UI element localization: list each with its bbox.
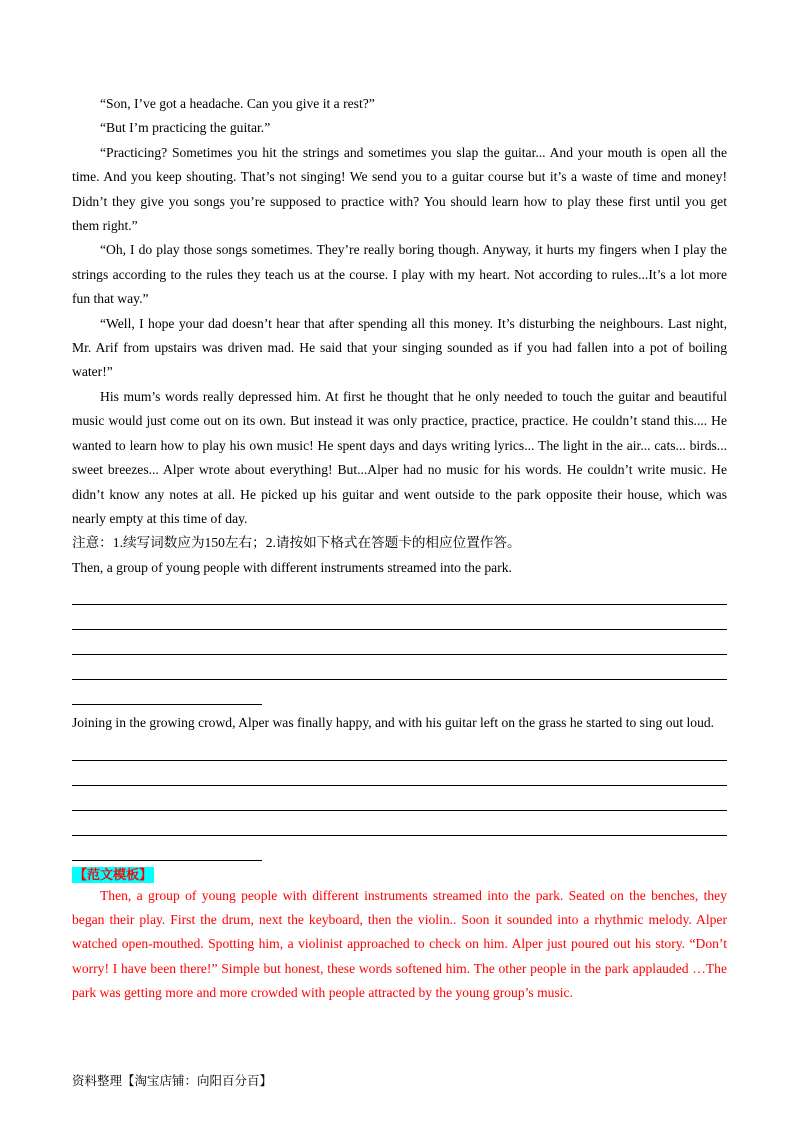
paragraph-1-prompt: Then, a group of young people with different instruments streamed into the park. — [72, 559, 512, 575]
model-label: 【范文模板】 — [74, 866, 153, 882]
answer-line[interactable] — [72, 786, 727, 811]
answer-line[interactable] — [72, 736, 727, 761]
story-paragraph-1: “Son, I’ve got a headache. Can you give it a rest?” — [100, 96, 375, 111]
instruction-note: 注意：1.续写词数应为150左右；2.请按如下格式在答题卡的相应位置作答。 — [72, 535, 521, 551]
story-paragraph-6: His mum’s words really depressed him. At first he thought that he only needed to touch the guitar and beautiful music would just come out on its own. But instead it was only practice, practice, practice. He couldn’t stand this.... He wanted to learn how to play his own music! He spent days and days writing lyrics... The light in the air... cats... birds... sweet breezes... Alper wrote about everything! But...Alper had no music for his words. He couldn’t write music. He didn’t know any notes at all. He picked up his guitar and went outside to the park opposite their house, which was nearly empty at this time of day. — [72, 388, 727, 526]
story-paragraph-3: “Practicing? Sometimes you hit the strings and sometimes you slap the guitar... And your mouth is open all the time. And you keep shouting. That’s not singing! We send you to a guitar course but it’s a waste of time and money! Didn’t they give you songs you’re supposed to practice with? You should learn how to play these first until you get them right.” — [72, 144, 727, 234]
answer-line[interactable] — [72, 630, 727, 655]
answer-line[interactable] — [72, 761, 727, 786]
answer-line[interactable] — [72, 580, 727, 605]
answer-line-short[interactable] — [72, 680, 262, 705]
story-paragraph-5: “Well, I hope your dad doesn’t hear that after spending all this money. It’s disturbing the neighbours. Last night, Mr. Arif from upstairs was driven mad. He said that your singing sounded as if you had fallen into a pot of boiling water!” — [72, 315, 727, 380]
model-label-wrap — [72, 861, 727, 884]
answer-line-short[interactable] — [72, 836, 262, 861]
answer-line[interactable] — [72, 811, 727, 836]
story-paragraph-2: “But I’m practicing the guitar.” — [100, 120, 271, 136]
answer-line[interactable] — [72, 605, 727, 630]
model-text: Then, a group of young people with different instruments streamed into the park. Seated on the benches, they began their play. First the drum, next the keyboard, then the violin.. Soon it sounded into a rhythmic melody. Alper watched open-mouthed. Spotting him, a violinist approached to check on him. Alper just poured out his story. “Don’t worry! I have been there!” Simple but honest, these words softened him. The other people in the park applauded …The park was getting more and more crowded with people attracted by the young group’s music. — [72, 887, 727, 1001]
answer-line[interactable] — [72, 655, 727, 680]
answer-lines-2 — [72, 736, 727, 861]
content — [72, 92, 727, 1006]
story-paragraph-4: “Oh, I do play those songs sometimes. They’re really boring though. Anyway, it hurts my fingers when I play the strings according to the rules they teach us at the course. I play with my heart. Not according to rules...It’s a lot more fun that way.” — [72, 242, 727, 307]
answer-lines-1 — [72, 580, 727, 705]
paragraph-2-prompt: Joining in the growing crowd, Alper was finally happy, and with his guitar left on the grass he started to sing out loud. — [72, 715, 715, 731]
footer-text: 资料整理【淘宝店铺：向阳百分百】 — [72, 1073, 273, 1088]
